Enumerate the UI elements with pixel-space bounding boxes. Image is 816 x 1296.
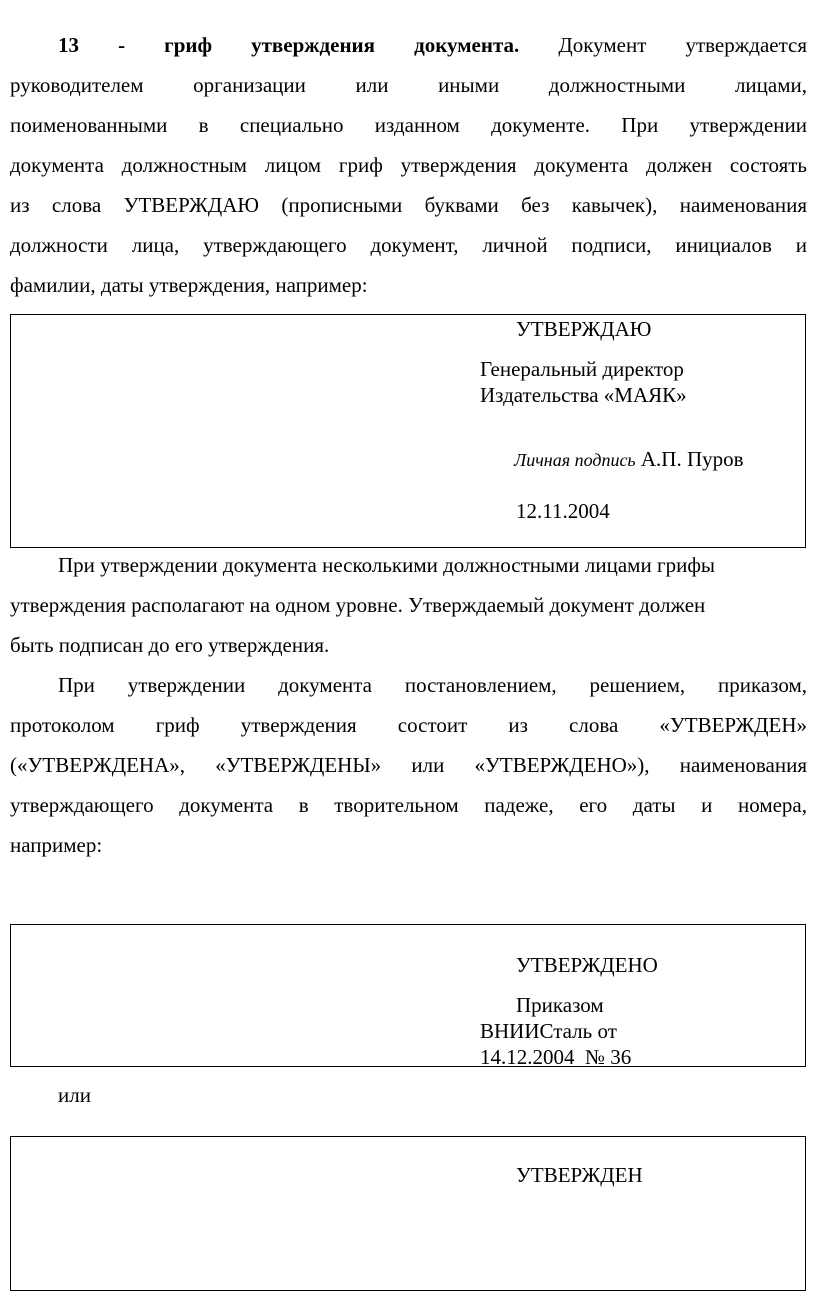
intro-line-2: руководителем организации или иными должностными лицами, xyxy=(10,73,807,97)
para2-line-3: быть подписан до его утверждения. xyxy=(10,633,330,657)
intro-line-4: документа должностным лицом гриф утверждения документа должен состоять xyxy=(10,153,807,177)
approval-heading: УТВЕРЖДАЮ xyxy=(516,317,652,341)
para2-line-1: При утверждении документа несколькими должностными лицами грифы xyxy=(58,553,716,577)
approver-position-line-2: Издательства «МАЯК» xyxy=(480,383,687,407)
approval-date: 12.11.2004 xyxy=(516,499,610,523)
approval-heading-2: УТВЕРЖДЕНО xyxy=(516,953,658,977)
para3-line-1: При утверждении документа постановлением, решением, приказом, xyxy=(58,673,807,697)
para3-line-4: утверждающего документа в творительном падеже, его даты и номера, xyxy=(10,793,807,817)
approval-stamp-box-3 xyxy=(10,1136,806,1291)
approval-heading-3: УТВЕРЖДЕН xyxy=(516,1163,643,1187)
signature-label: Личная подпись xyxy=(514,450,636,470)
order-line-2: ВНИИСталь от xyxy=(480,1019,617,1043)
intro-line-7: фамилии, даты утверждения, например: xyxy=(10,273,368,297)
order-line-3: 14.12.2004 № 36 xyxy=(480,1045,632,1069)
intro-line-1 xyxy=(58,32,807,58)
para2-line-2: утверждения располагают на одном уровне. Утверждаемый документ должен xyxy=(10,593,706,617)
approver-position-line-1: Генеральный директор xyxy=(480,357,684,381)
signature-row xyxy=(514,446,744,472)
section-title: 13 - гриф утверждения документа. xyxy=(58,33,520,57)
para3-line-5: например: xyxy=(10,833,103,857)
approval-stamp-box-1 xyxy=(10,314,806,548)
intro-line-1-rest: Документ утверждается xyxy=(558,33,807,57)
or-text: или xyxy=(58,1083,91,1107)
intro-line-3: поименованными в специально изданном документе. При утверждении xyxy=(10,113,807,137)
para3-line-2: протоколом гриф утверждения состоит из слова «УТВЕРЖДЕН» xyxy=(10,713,807,737)
order-line-1: Приказом xyxy=(516,993,604,1017)
intro-line-5: из слова УТВЕРЖДАЮ (прописными буквами без кавычек), наименования xyxy=(10,193,807,217)
para3-line-3: («УТВЕРЖДЕНА», «УТВЕРЖДЕНЫ» или «УТВЕРЖДЕНО»), наименования xyxy=(10,753,807,777)
intro-line-6: должности лица, утверждающего документ, личной подписи, инициалов и xyxy=(10,233,807,257)
signer-name: А.П. Пуров xyxy=(640,447,744,471)
approval-stamp-box-2 xyxy=(10,924,806,1067)
